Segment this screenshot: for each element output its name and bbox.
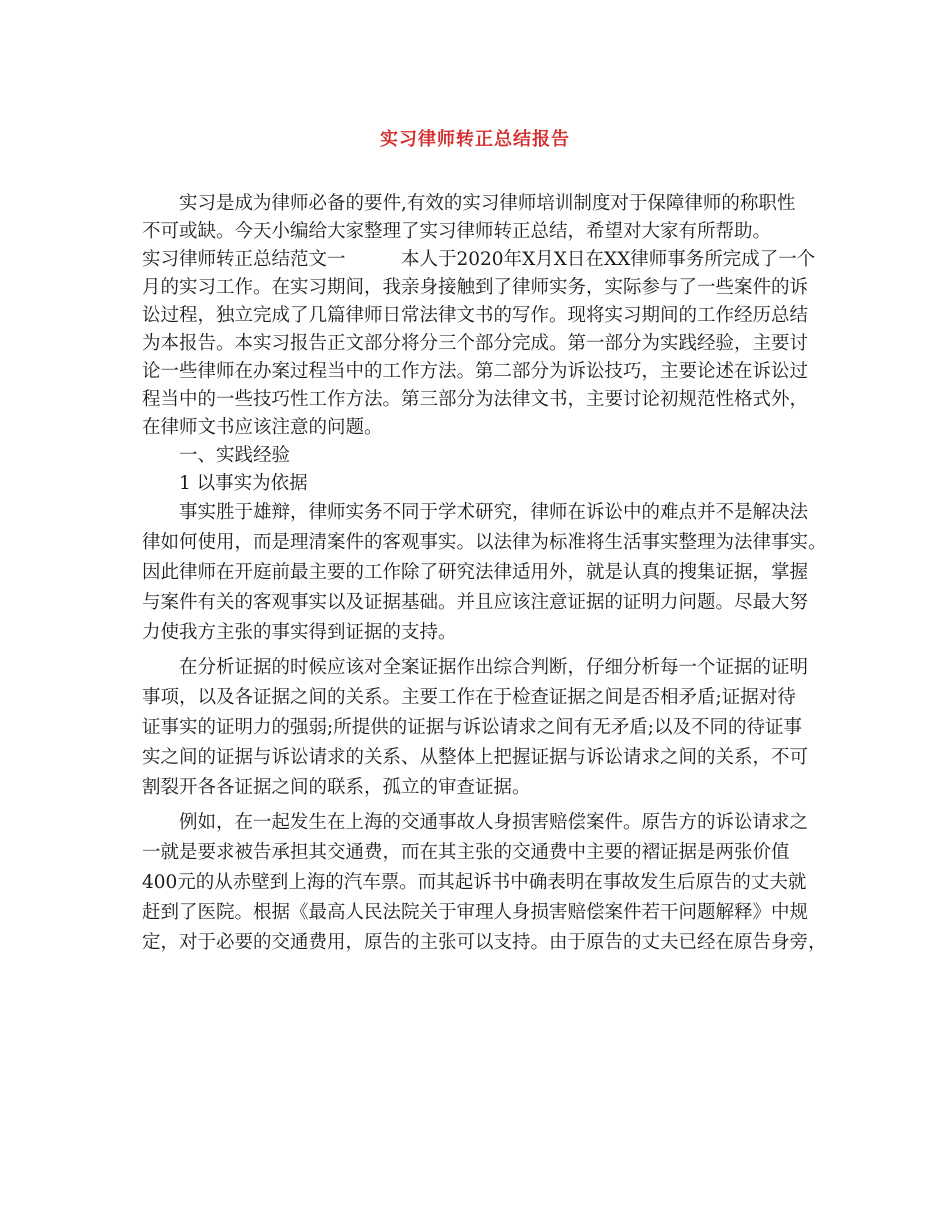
text-line: 力使我方主张的事实得到证据的支持。 (142, 622, 457, 643)
subsection-heading: 1 以事实为依据 (142, 473, 308, 494)
text-line: 实之间的证据与诉讼请求的关系、从整体上把握证据与诉讼请求之间的关系，不可 (142, 747, 809, 768)
text-line: 赶到了医院。根据《最高人民法院关于审理人身损害赔偿案件若干问题解释》中规 (142, 902, 809, 923)
text-line: 程当中的一些技巧性工作方法。第三部分为法律文书，主要讨论初规范性格式外， (142, 389, 809, 410)
text-line: 不可或缺。今天小编给大家整理了实习律师转正总结，希望对大家有所帮助。 (142, 221, 772, 242)
text-line: 因此律师在开庭前最主要的工作除了研究法律适用外，就是认真的搜集证据，掌握 (142, 562, 809, 583)
text-line: 一就是要求被告承担其交通费，而在其主张的交通费中主要的褶证据是两张价值 (142, 842, 790, 863)
text-line: 在分析证据的时候应该对全案证据作出综合判断，仔细分析每一个证据的证明 (142, 657, 809, 678)
text-line: 例如，在一起发生在上海的交通事故人身损害赔偿案件。原告方的诉讼请求之 (142, 812, 809, 833)
text-line: 在律师文书应该注意的问题。 (142, 417, 383, 438)
text-line: 论一些律师在办案过程当中的工作方法。第二部分为诉讼技巧，主要论述在诉讼过 (142, 361, 809, 382)
text-line: 实习是成为律师必备的要件,有效的实习律师培训制度对于保障律师的称职性 (142, 193, 796, 214)
document-body (142, 190, 832, 958)
text-line: 月的实习工作。在实习期间，我亲身接触到了律师实务，实际参与了一些案件的诉 (142, 277, 809, 298)
text-line: 与案件有关的客观事实以及证据基础。并且应该注意证据的证明力问题。尽最大努 (142, 592, 809, 613)
text-line: 400元的从赤壁到上海的汽车票。而其起诉书中确表明在事故发生后原告的丈夫就 (142, 872, 807, 893)
text-line: 割裂开各各证据之间的联系，孤立的审查证据。 (142, 777, 531, 798)
text-line: 事实胜于雄辩，律师实务不同于学术研究，律师在诉讼中的难点并不是解决法 (142, 502, 809, 523)
text-line: 事项，以及各证据之间的关系。主要工作在于检查证据之间是否相矛盾;证据对待 (142, 687, 796, 708)
text-line: 证事实的证明力的强弱;所提供的证据与诉讼请求之间有无矛盾;以及不同的待证事 (142, 717, 802, 738)
text-line: 讼过程，独立完成了几篇律师日常法律文书的写作。现将实习期间的工作经历总结 (142, 305, 809, 326)
text-line: 定，对于必要的交通费用，原告的主张可以支持。由于原告的丈夫已经在原告身旁， (142, 932, 827, 953)
document-title: 实习律师转正总结报告 (380, 129, 570, 150)
section-heading: 一、实践经验 (142, 445, 291, 466)
text-line: 实习律师转正总结范文一 本人于2020年X月X日在XX律师事务所完成了一个 (142, 249, 816, 270)
text-line: 为本报告。本实习报告正文部分将分三个部分完成。第一部分为实践经验，主要讨 (142, 333, 809, 354)
text-line: 律如何使用，而是理清案件的客观事实。以法律为标准将生活事实整理为法律事实。 (142, 532, 827, 553)
